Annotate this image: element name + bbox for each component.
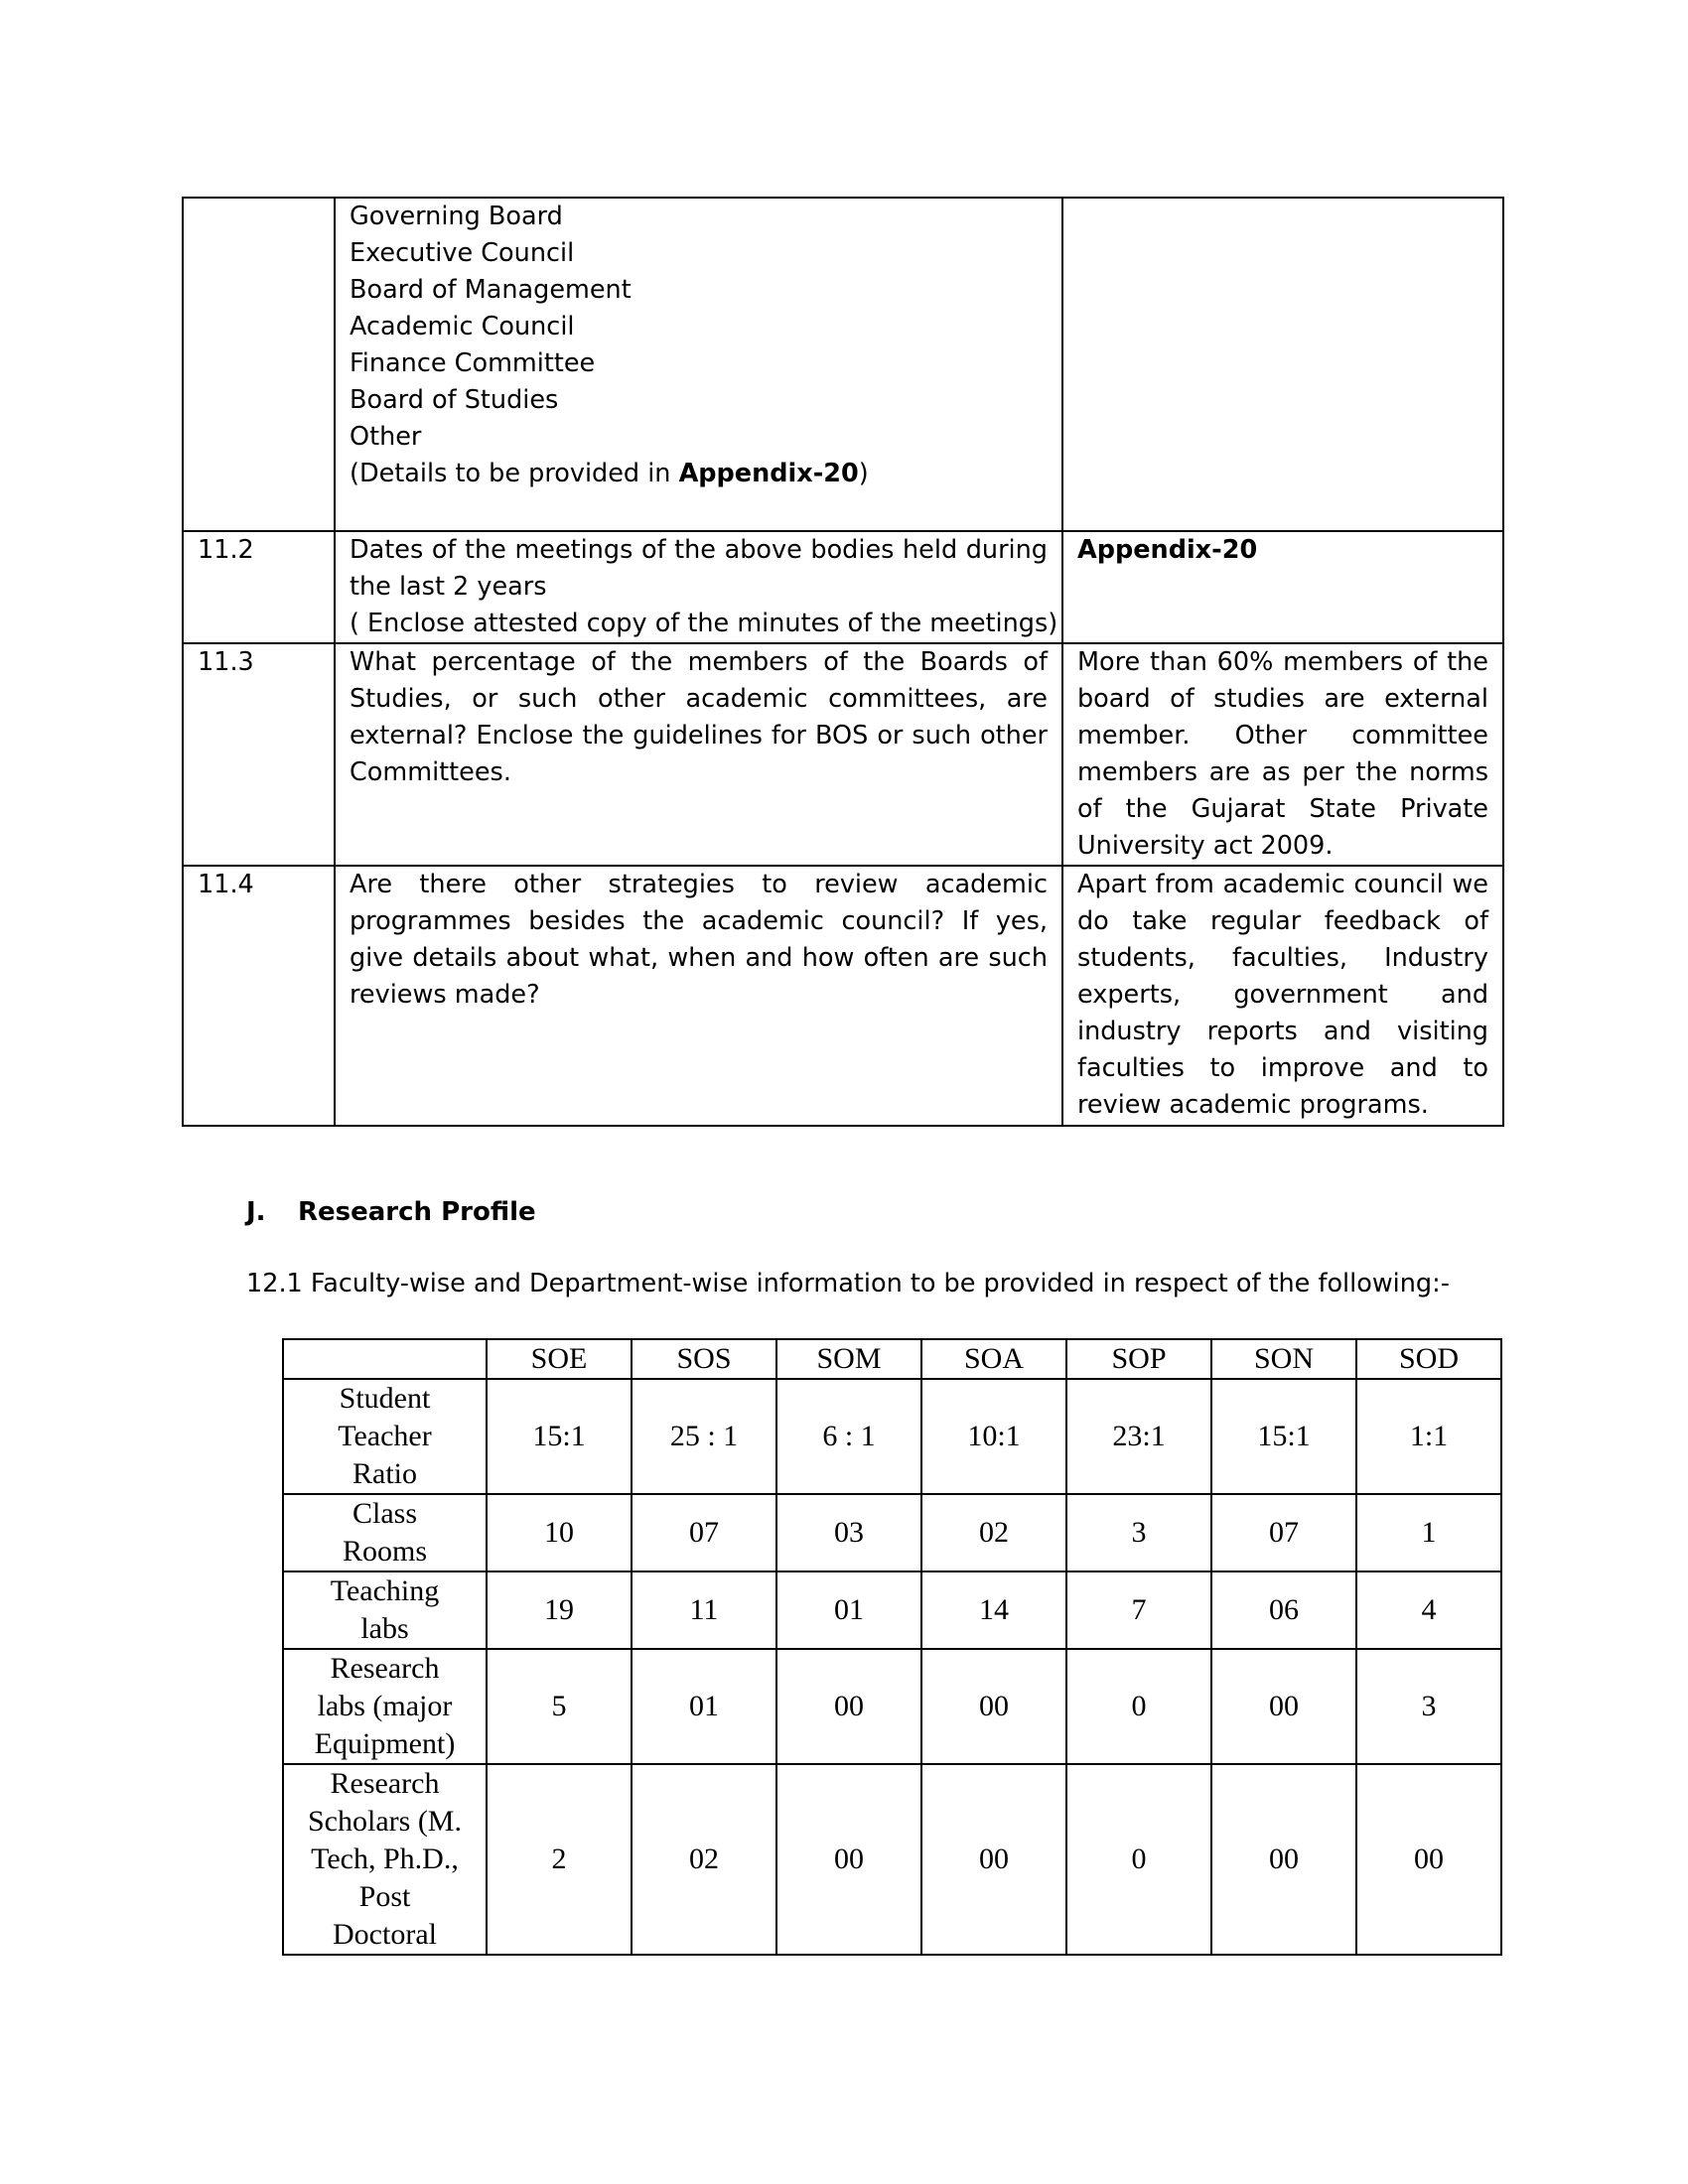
table-cell: 5 xyxy=(487,1649,632,1764)
table-header-row xyxy=(283,1339,1501,1379)
column-header: SOS xyxy=(632,1339,776,1379)
research-table xyxy=(282,1338,1502,1956)
table-cell: 07 xyxy=(1211,1494,1356,1571)
row-number: 11.4 xyxy=(183,866,335,1126)
table-cell: 00 xyxy=(1211,1764,1356,1955)
table-row xyxy=(283,1571,1501,1649)
table-cell: 07 xyxy=(632,1494,776,1571)
table-cell: 02 xyxy=(921,1494,1066,1571)
row-label xyxy=(283,1571,487,1649)
answer-cell xyxy=(1062,531,1503,643)
table-cell: 03 xyxy=(776,1494,921,1571)
body-item: Board of Studies xyxy=(350,385,559,415)
row-label-line: Rooms xyxy=(342,1535,428,1568)
body-item: Finance Committee xyxy=(350,348,596,378)
row-label xyxy=(283,1649,487,1764)
table-cell: 02 xyxy=(632,1764,776,1955)
question-cell xyxy=(335,531,1062,643)
table-cell: 10:1 xyxy=(921,1379,1066,1494)
row-label-line: Scholars (M. xyxy=(308,1805,462,1838)
table-cell: 10 xyxy=(487,1494,632,1571)
row-label-line: Post xyxy=(358,1880,411,1913)
table-cell: 4 xyxy=(1356,1571,1501,1649)
table-row xyxy=(283,1494,1501,1571)
table-cell: 6 : 1 xyxy=(776,1379,921,1494)
table-row xyxy=(283,1649,1501,1764)
table-cell: 15:1 xyxy=(487,1379,632,1494)
body-item: Other xyxy=(350,422,422,452)
table-cell: 00 xyxy=(776,1764,921,1955)
table-cell: 7 xyxy=(1066,1571,1211,1649)
body-item: Academic Council xyxy=(350,312,575,341)
section-letter: J. xyxy=(246,1197,266,1227)
table-cell: 3 xyxy=(1356,1649,1501,1764)
column-header: SON xyxy=(1211,1339,1356,1379)
row-label-line: labs (major xyxy=(317,1690,453,1722)
row-label-line: Tech, Ph.D., xyxy=(311,1843,459,1875)
answer-text: Apart from academic council we do take regular feedback of students, faculties, Industry experts, government and industry reports and visiting faculties to improve and to review academic programs. xyxy=(1062,866,1503,1126)
table-cell: 01 xyxy=(776,1571,921,1649)
body-item: Executive Council xyxy=(350,238,575,268)
row-label-line: Teaching xyxy=(330,1574,440,1607)
table-cell: 00 xyxy=(776,1649,921,1764)
question-text: What percentage of the members of the Boards of Studies, or such other academic committees, are external? Enclose the guidelines for BOS or such other Committees. xyxy=(335,643,1062,866)
table-row xyxy=(183,866,1503,1126)
row-label xyxy=(283,1379,487,1494)
section-title: Research Profile xyxy=(298,1197,536,1227)
column-header: SOP xyxy=(1066,1339,1211,1379)
table-cell: 0 xyxy=(1066,1649,1211,1764)
table-cell: 01 xyxy=(632,1649,776,1764)
table-cell: 00 xyxy=(1356,1764,1501,1955)
table-row xyxy=(283,1379,1501,1494)
row-label-line: Research xyxy=(330,1767,440,1800)
table-cell: 25 : 1 xyxy=(632,1379,776,1494)
body-item: Board of Management xyxy=(350,275,632,305)
governance-table xyxy=(182,197,1504,1127)
column-header: SOD xyxy=(1356,1339,1501,1379)
row-label xyxy=(283,1764,487,1955)
table-cell: 00 xyxy=(1211,1649,1356,1764)
table-cell: 14 xyxy=(921,1571,1066,1649)
details-note xyxy=(350,456,1048,492)
row-label-line: Doctoral xyxy=(333,1918,437,1951)
row-label-line: Student xyxy=(339,1382,431,1415)
table-cell: 3 xyxy=(1066,1494,1211,1571)
table-cell: 11 xyxy=(632,1571,776,1649)
question-note: ( Enclose attested copy of the minutes of the meetings) xyxy=(350,609,1058,638)
body-item: Governing Board xyxy=(350,202,563,231)
row-label-line: Ratio xyxy=(352,1457,417,1490)
table-cell: 00 xyxy=(921,1764,1066,1955)
row-label-line: Equipment) xyxy=(314,1727,456,1760)
question-text: Dates of the meetings of the above bodies held during the last 2 years xyxy=(350,535,1048,602)
table-row xyxy=(183,531,1503,643)
row-label-line: labs xyxy=(360,1612,409,1645)
details-note-prefix: (Details to be provided in xyxy=(350,459,679,488)
table-row xyxy=(183,643,1503,866)
table-cell: 15:1 xyxy=(1211,1379,1356,1494)
table-cell: 19 xyxy=(487,1571,632,1649)
table-cell: 00 xyxy=(921,1649,1066,1764)
row-number-cell xyxy=(183,198,335,531)
table-row xyxy=(183,198,1503,531)
table-cell: 0 xyxy=(1066,1764,1211,1955)
row-number: 11.2 xyxy=(183,531,335,643)
answer-text: Appendix-20 xyxy=(1077,535,1258,565)
appendix-reference: Appendix-20 xyxy=(678,459,859,488)
table-cell: 06 xyxy=(1211,1571,1356,1649)
column-header: SOE xyxy=(487,1339,632,1379)
table-row xyxy=(283,1764,1501,1955)
details-note-suffix: ) xyxy=(858,459,869,488)
section-intro: 12.1 Faculty-wise and Department-wise information to be provided in respect of the following:- xyxy=(246,1269,1450,1298)
row-label-line: Research xyxy=(330,1652,440,1685)
header-corner xyxy=(283,1339,487,1379)
row-label-line: Teacher xyxy=(338,1420,432,1452)
table-cell: 1:1 xyxy=(1356,1379,1501,1494)
row-label xyxy=(283,1494,487,1571)
table-cell: 23:1 xyxy=(1066,1379,1211,1494)
table-cell: 1 xyxy=(1356,1494,1501,1571)
column-header: SOM xyxy=(776,1339,921,1379)
answer-cell xyxy=(1062,198,1503,531)
column-header: SOA xyxy=(921,1339,1066,1379)
row-label-line: Class xyxy=(352,1497,417,1530)
answer-text: More than 60% members of the board of studies are external member. Other committee members are as per the norms of the Gujarat State Private University act 2009. xyxy=(1062,643,1503,866)
row-number: 11.3 xyxy=(183,643,335,866)
table-cell: 2 xyxy=(487,1764,632,1955)
question-text: Are there other strategies to review academic programmes besides the academic council? If yes, give details about what, when and how often are such reviews made? xyxy=(335,866,1062,1126)
section-heading xyxy=(246,1197,536,1227)
bodies-list-cell xyxy=(335,198,1062,531)
